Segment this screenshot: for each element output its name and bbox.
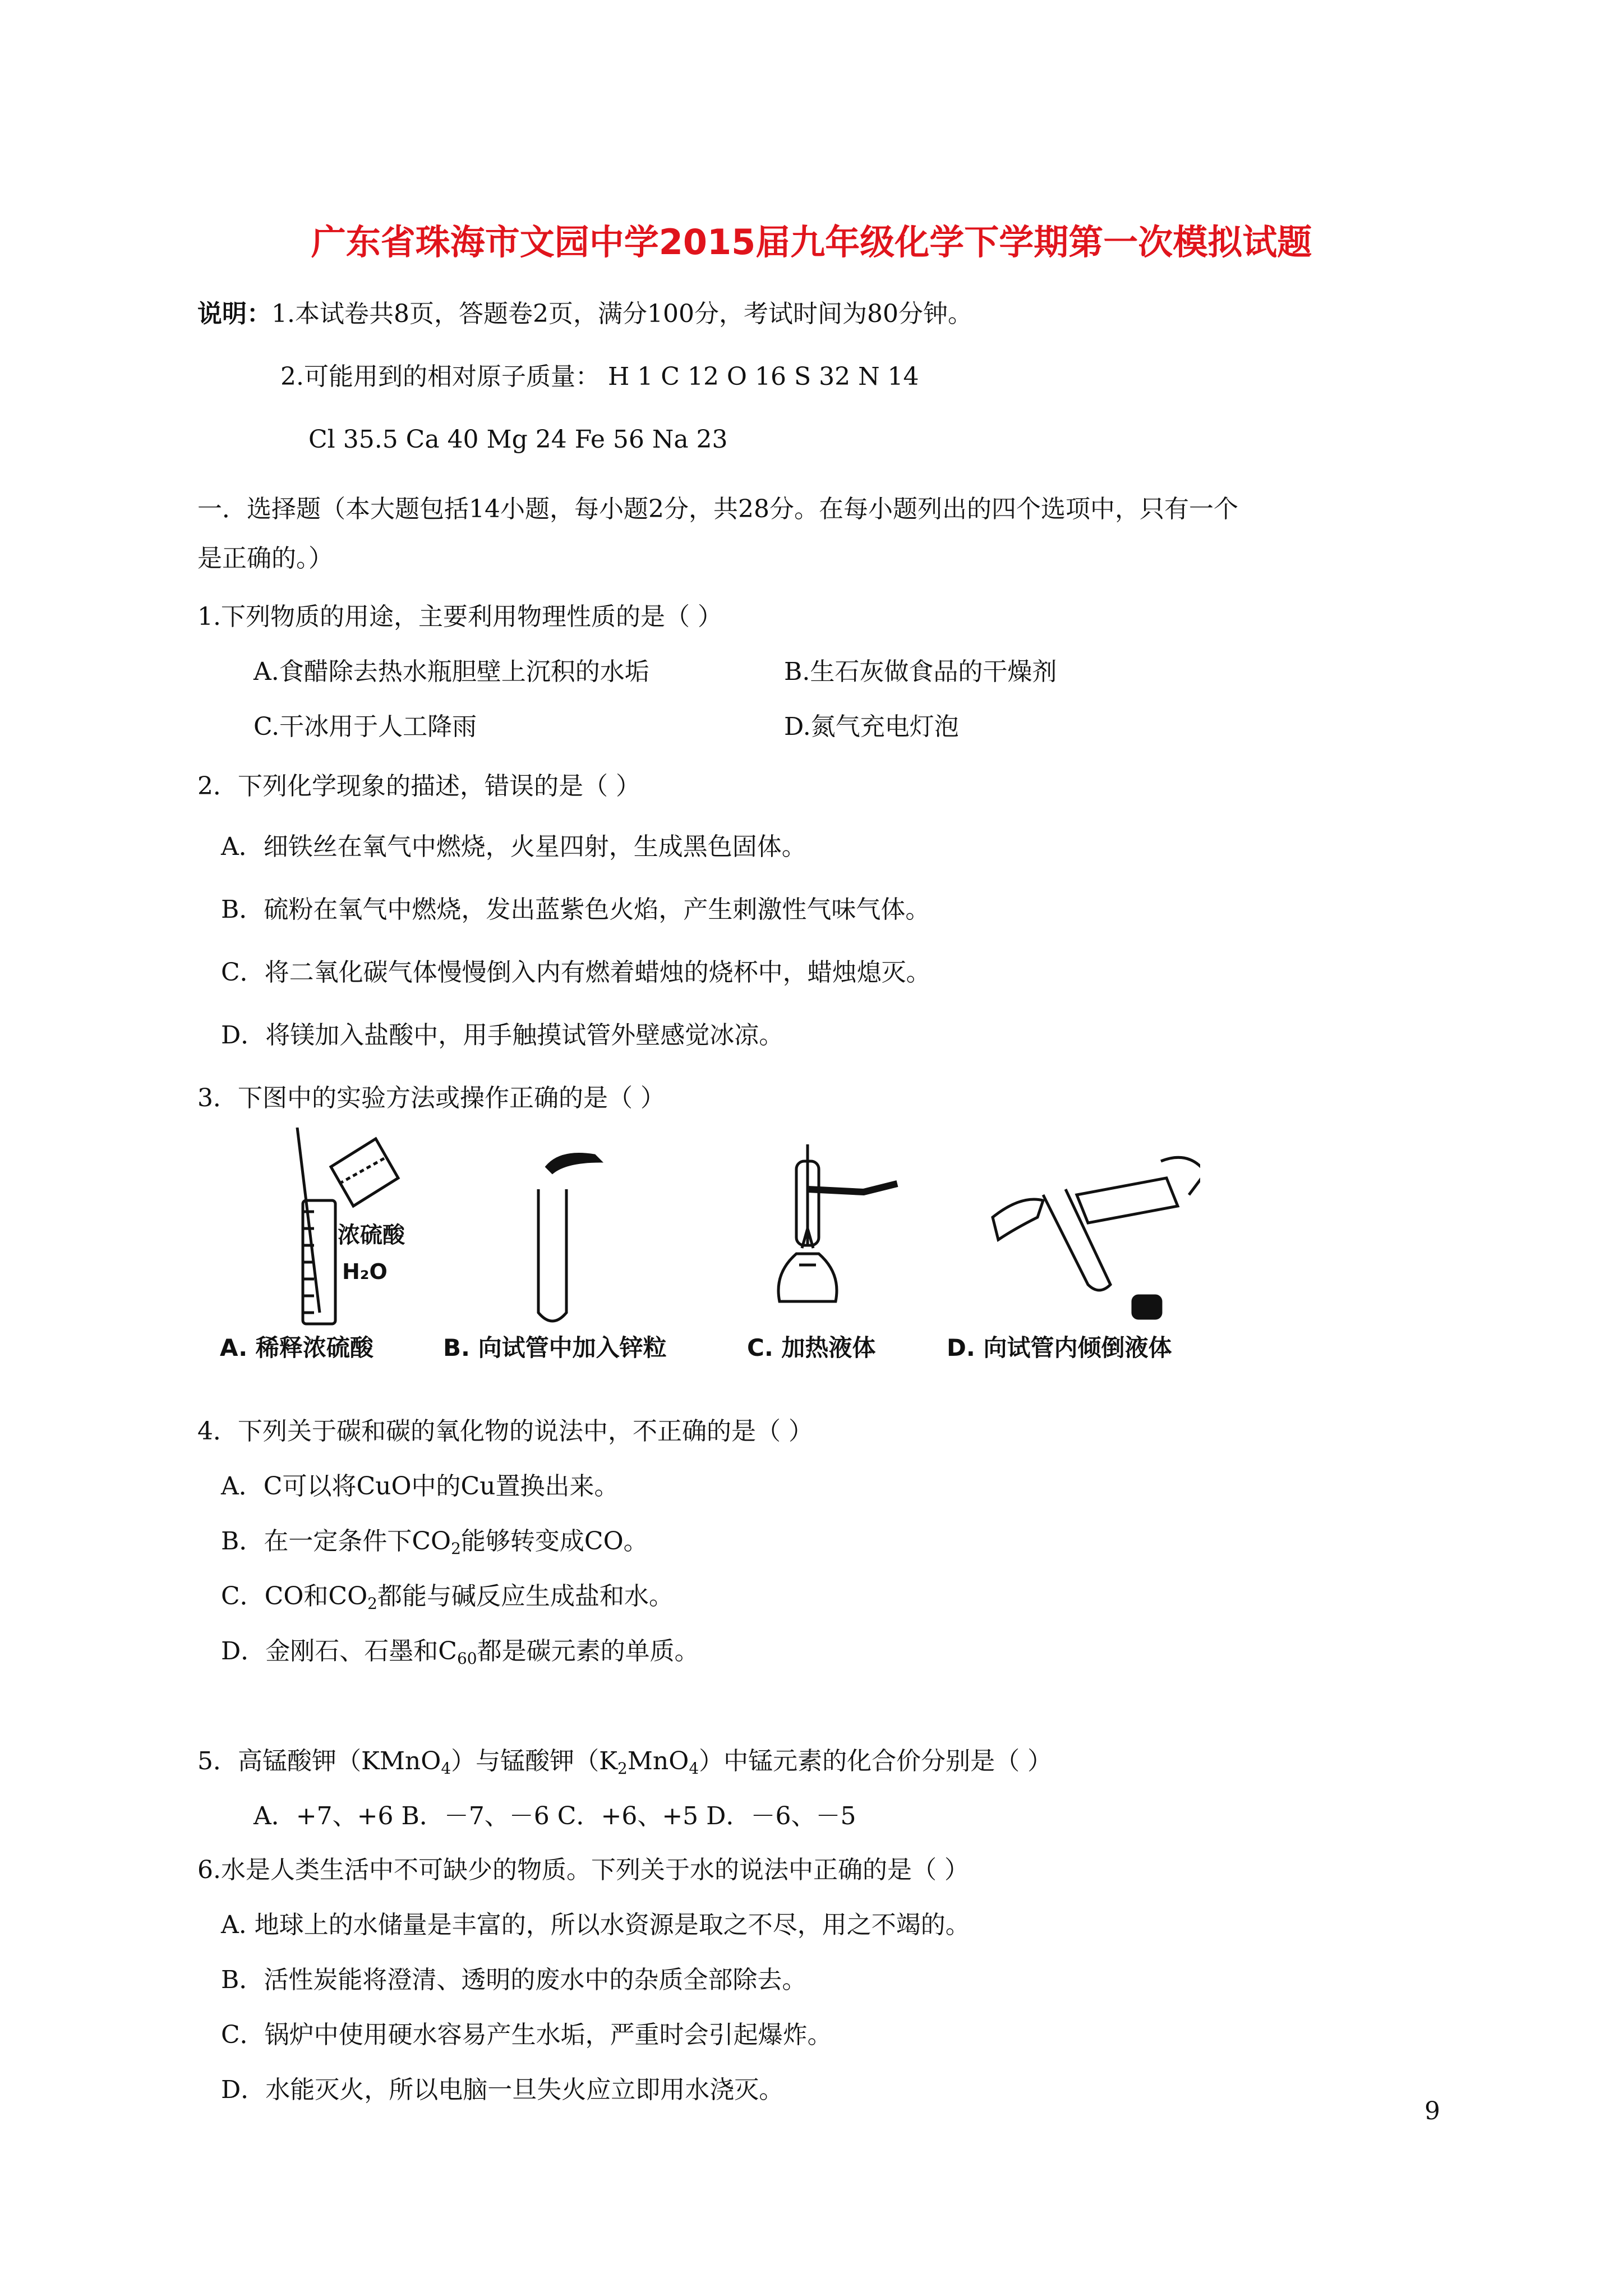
- question-6-option-c: C．锅炉中使用硬水容易产生水垢，严重时会引起爆炸。: [221, 2021, 832, 2049]
- question-2-option-b: B．硫粉在氧气中燃烧，发出蓝紫色火焰，产生刺激性气味气体。: [221, 895, 930, 924]
- question-4-option-d: [221, 1635, 699, 1668]
- question-1-option-a: A.食醋除去热水瓶胆壁上沉积的水垢: [253, 657, 649, 686]
- notes-line-3: Cl 35.5 Ca 40 Mg 24 Fe 56 Na 23: [308, 425, 728, 454]
- question-4-stem: 4．下列关于碳和碳的氧化物的说法中，不正确的是（ ）: [197, 1417, 813, 1446]
- add-zinc-illustration: [538, 1154, 600, 1322]
- figure-caption-b: B. 向试管中加入锌粒: [443, 1334, 667, 1361]
- question-2-option-a: A．细铁丝在氧气中燃烧，火星四射，生成黑色固体。: [221, 832, 806, 861]
- question-6-option-a: A. 地球上的水储量是丰富的，所以水资源是取之不尽，用之不竭的。: [221, 1911, 970, 1939]
- stem-text: MnO: [627, 1747, 689, 1775]
- question-3-stem: 3．下图中的实验方法或操作正确的是（ ）: [197, 1084, 665, 1112]
- fig-label-acid: 浓硫酸: [338, 1222, 405, 1248]
- subscript: 2: [617, 1759, 628, 1778]
- option-d-text-end: 都是碳元素的单质。: [477, 1637, 699, 1665]
- page-number: 9: [1424, 2097, 1440, 2125]
- notes-text-1: 1.本试卷共8页，答题卷2页，满分100分，考试时间为80分钟。: [271, 300, 972, 328]
- question-1-option-b: B.生石灰做食品的干燥剂: [784, 657, 1057, 686]
- question-2-option-d: D．将镁加入盐酸中，用手触摸试管外壁感觉冰凉。: [221, 1021, 784, 1050]
- page-title: 广东省珠海市文园中学2015届九年级化学下学期第一次模拟试题: [311, 222, 1312, 263]
- question-1-option-d: D.氮气充电灯泡: [784, 712, 959, 741]
- subscript: 2: [451, 1539, 461, 1558]
- section-heading-line-1: 一．选择题（本大题包括14小题，每小题2分，共28分。在每小题列出的四个选项中，只有一个: [197, 495, 1238, 523]
- question-5-options: A．+7、+6 B．－7、－6 C．+6、+5 D．－6、－5: [253, 1802, 856, 1830]
- heat-liquid-illustration: [778, 1144, 897, 1301]
- option-d-text: D．金刚石、石墨和C: [221, 1637, 457, 1665]
- question-6-stem: 6.水是人类生活中不可缺少的物质。下列关于水的说法中正确的是（ ）: [197, 1856, 969, 1884]
- question-4-option-c: [221, 1580, 674, 1613]
- figure-caption-d: D. 向试管内倾倒液体: [947, 1334, 1172, 1361]
- section-heading-line-2: 是正确的。）: [197, 544, 333, 573]
- question-6-option-d: D．水能灭火，所以电脑一旦失火应立即用水浇灭。: [221, 2076, 784, 2104]
- lab-operations-figure: [213, 1128, 1200, 1329]
- figure-caption-c: C. 加热液体: [747, 1334, 876, 1361]
- pour-liquid-illustration: [993, 1157, 1200, 1318]
- question-1-stem: 1.下列物质的用途，主要利用物理性质的是（ ）: [197, 602, 722, 631]
- subscript: 4: [689, 1759, 699, 1778]
- subscript: 4: [441, 1759, 451, 1778]
- stem-text: ）中锰元素的化合价分别是（ ）: [699, 1747, 1053, 1775]
- stem-text: ）与锰酸钾（K: [451, 1747, 618, 1775]
- option-c-text-end: 都能与碱反应生成盐和水。: [377, 1582, 674, 1611]
- option-c-text: C．CO和CO: [221, 1582, 368, 1611]
- notes-line-2: 2.可能用到的相对原子质量： H 1 C 12 O 16 S 32 N 14: [280, 362, 919, 391]
- fig-label-water: H₂O: [342, 1259, 388, 1284]
- question-1-option-c: C.干冰用于人工降雨: [253, 712, 477, 741]
- notes-line-1: [197, 297, 972, 331]
- question-2-option-c: C．将二氧化碳气体慢慢倒入内有燃着蜡烛的烧杯中，蜡烛熄灭。: [221, 958, 931, 987]
- stem-text: 5．高锰酸钾（KMnO: [197, 1747, 441, 1775]
- question-4-option-a: A．C可以将CuO中的Cu置换出来。: [221, 1472, 619, 1501]
- subscript: 2: [367, 1594, 377, 1613]
- question-6-option-b: B．活性炭能将澄清、透明的废水中的杂质全部除去。: [221, 1966, 807, 1994]
- question-5-stem: [197, 1745, 1052, 1778]
- option-b-text: B．在一定条件下CO: [221, 1527, 451, 1556]
- notes-label: 说明：: [197, 300, 271, 328]
- subscript: 60: [457, 1649, 477, 1668]
- option-b-text-end: 能够转变成CO。: [460, 1527, 648, 1556]
- figure-caption-a: A. 稀释浓硫酸: [220, 1334, 374, 1361]
- question-2-stem: 2．下列化学现象的描述，错误的是（ ）: [197, 772, 640, 800]
- question-4-option-b: [221, 1525, 648, 1558]
